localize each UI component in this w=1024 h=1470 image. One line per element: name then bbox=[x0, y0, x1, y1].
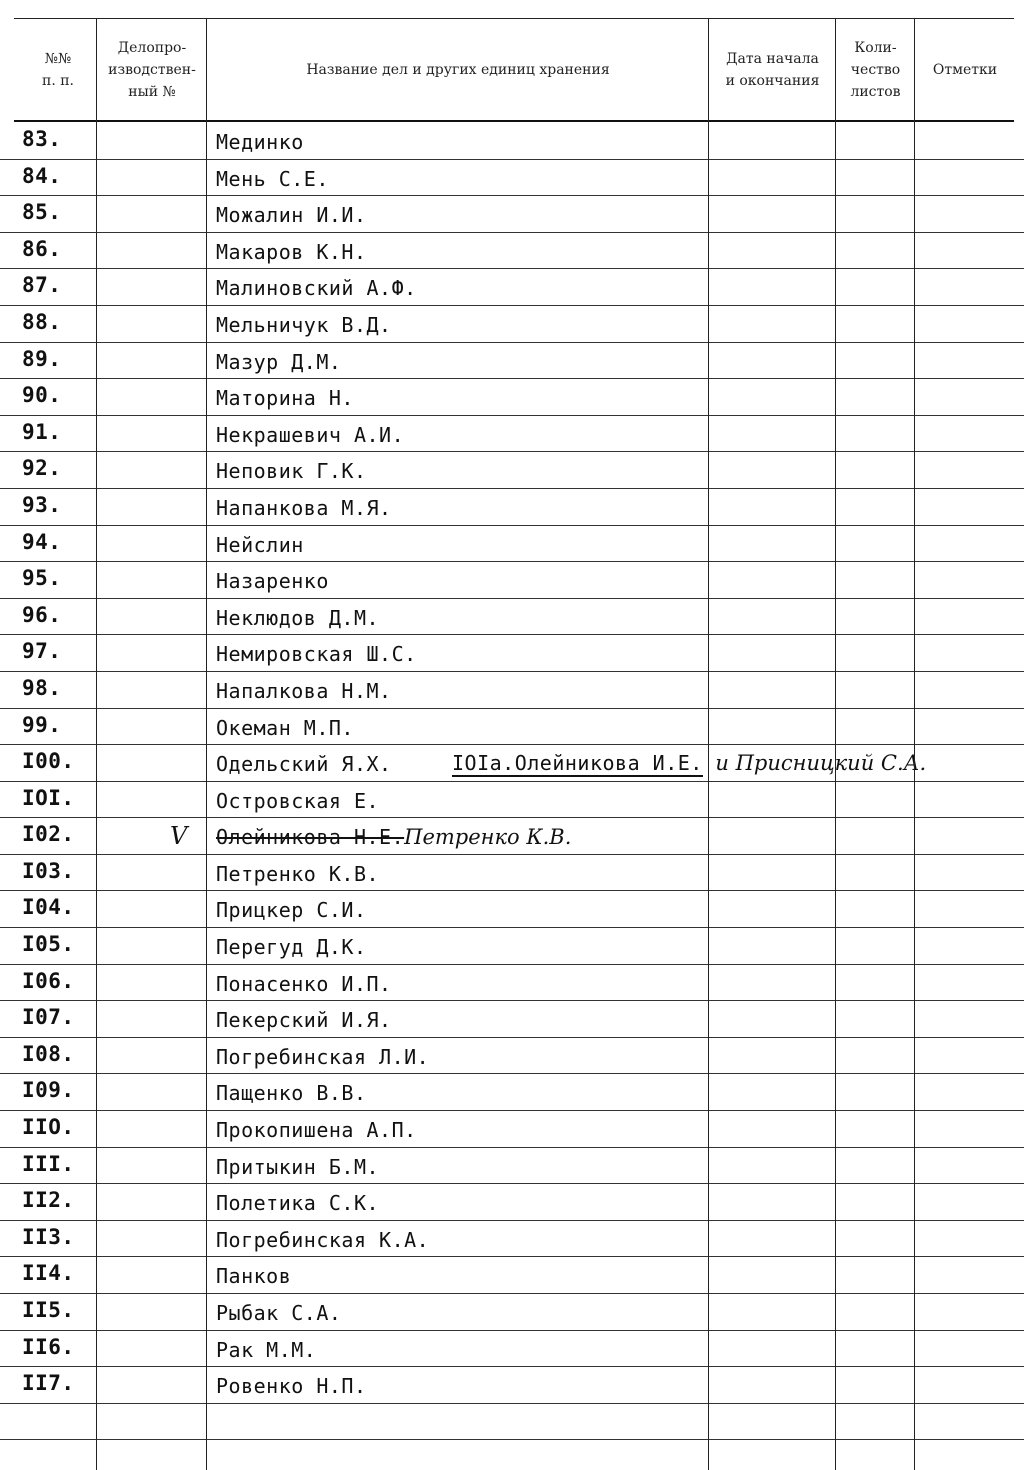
table-row bbox=[0, 891, 1024, 928]
header-office-line: ный № bbox=[128, 84, 176, 100]
row-number: I07. bbox=[22, 1005, 75, 1030]
table-row bbox=[0, 416, 1024, 453]
record-name-text: Напанкова М.Я. bbox=[216, 495, 392, 520]
addendum-typed-text: IOIa.Олейникова И.Е. bbox=[452, 751, 703, 776]
record-name-text: Рыбак С.А. bbox=[216, 1301, 342, 1325]
header-dates-line: Дата начала bbox=[726, 51, 819, 67]
record-name bbox=[216, 130, 706, 154]
table-row bbox=[0, 672, 1024, 709]
row-number: I00. bbox=[22, 749, 75, 774]
record-name bbox=[216, 1008, 706, 1032]
table-row bbox=[0, 343, 1024, 380]
record-name-text: Неклюдов Д.М. bbox=[216, 605, 380, 630]
row-number: III. bbox=[22, 1151, 75, 1176]
column-divider bbox=[206, 18, 207, 1470]
record-name-text: Мединко bbox=[216, 130, 304, 154]
record-name-text: Петренко К.В. bbox=[216, 861, 380, 886]
table-row bbox=[0, 160, 1024, 197]
header-number bbox=[20, 22, 96, 118]
column-divider bbox=[914, 18, 915, 1470]
table-row bbox=[0, 123, 1024, 160]
record-addendum bbox=[452, 751, 926, 775]
record-name bbox=[216, 679, 706, 703]
record-name bbox=[216, 1191, 706, 1215]
header-notes bbox=[916, 22, 1014, 118]
row-number: 89. bbox=[22, 346, 62, 371]
record-name bbox=[216, 1118, 706, 1142]
row-number: 88. bbox=[22, 309, 62, 334]
table-row bbox=[0, 452, 1024, 489]
row-number: 96. bbox=[22, 602, 62, 627]
record-name-text: Понасенко И.П. bbox=[216, 971, 392, 996]
handwritten-correction: Петренко К.В. bbox=[404, 825, 572, 850]
row-number: 99. bbox=[22, 712, 62, 737]
record-name bbox=[216, 898, 706, 922]
header-dates bbox=[710, 22, 835, 118]
table-row bbox=[0, 196, 1024, 233]
header-notes-text: Отметки bbox=[932, 62, 998, 78]
record-name-text: Панков bbox=[216, 1264, 292, 1289]
record-name-text: Малиновский А.Ф. bbox=[216, 276, 417, 301]
record-name-text: Олейникова Н.Е. bbox=[216, 825, 405, 850]
record-name-text: Неповик Г.К. bbox=[216, 459, 367, 484]
table-row bbox=[0, 1367, 1024, 1404]
row-number: 94. bbox=[22, 529, 62, 554]
record-name bbox=[216, 1264, 706, 1288]
table-row bbox=[0, 965, 1024, 1002]
record-name-text: Можалин И.И. bbox=[216, 203, 367, 228]
inventory-rows bbox=[0, 123, 1024, 1440]
record-name-text: Островская Е. bbox=[216, 788, 380, 813]
header-number-line: п. п. bbox=[41, 73, 74, 89]
header-sheets-line: Коли- bbox=[854, 40, 897, 56]
record-name-text: Прокопишена А.П. bbox=[216, 1118, 417, 1143]
table-row bbox=[0, 709, 1024, 746]
row-number: IOI. bbox=[22, 785, 75, 810]
header-dates-line: и окончания bbox=[725, 73, 820, 89]
table-row bbox=[0, 782, 1024, 819]
table-row bbox=[0, 1331, 1024, 1368]
record-name-text: Пекерский И.Я. bbox=[216, 1008, 392, 1033]
record-name-text: Одельский Я.Х. bbox=[216, 752, 392, 777]
table-row bbox=[0, 1038, 1024, 1075]
column-divider bbox=[96, 18, 97, 1470]
record-name-text: Мазур Д.М. bbox=[216, 349, 342, 374]
header-title-text: Название дел и других единиц хранения bbox=[306, 62, 610, 78]
header-sheets-line: чество bbox=[850, 62, 901, 78]
header-office-number bbox=[98, 22, 206, 118]
record-name bbox=[216, 1045, 706, 1069]
record-name bbox=[216, 1338, 706, 1362]
record-name bbox=[216, 1228, 706, 1252]
row-number: 84. bbox=[22, 163, 62, 188]
record-name bbox=[216, 1155, 706, 1179]
table-row bbox=[0, 562, 1024, 599]
record-name-text: Немировская Ш.С. bbox=[216, 642, 417, 667]
record-name bbox=[216, 789, 706, 813]
header-office-line: Делопро- bbox=[117, 40, 187, 56]
row-number: 83. bbox=[22, 127, 62, 151]
record-name bbox=[216, 240, 706, 264]
table-row bbox=[0, 1148, 1024, 1185]
table-row bbox=[0, 1404, 1024, 1441]
record-name-text: Рак М.М. bbox=[216, 1337, 317, 1362]
table-row bbox=[0, 1257, 1024, 1294]
header-sheets bbox=[837, 22, 914, 118]
row-number: II2. bbox=[22, 1188, 75, 1213]
record-name bbox=[216, 1301, 706, 1325]
row-number: 93. bbox=[22, 492, 62, 517]
table-row bbox=[0, 1111, 1024, 1148]
record-name-text: Погребинская К.А. bbox=[216, 1227, 430, 1252]
addendum-handwritten-text: и Присницкий С.А. bbox=[715, 751, 927, 776]
record-name bbox=[216, 825, 706, 849]
record-name-text: Нейслин bbox=[216, 532, 304, 557]
spacer bbox=[703, 751, 716, 775]
record-name bbox=[216, 496, 706, 520]
row-number: 98. bbox=[22, 675, 62, 700]
column-divider bbox=[708, 18, 709, 1470]
record-name-text: Назаренко bbox=[216, 569, 329, 594]
row-number: I05. bbox=[22, 932, 75, 957]
table-row bbox=[0, 855, 1024, 892]
row-number: I06. bbox=[22, 968, 75, 993]
table-row bbox=[0, 1221, 1024, 1258]
table-row bbox=[0, 233, 1024, 270]
row-number: II3. bbox=[22, 1224, 75, 1249]
row-number: II4. bbox=[22, 1261, 75, 1286]
table-row bbox=[0, 635, 1024, 672]
row-number: I04. bbox=[22, 895, 75, 920]
record-name-text: Макаров К.Н. bbox=[216, 239, 367, 264]
record-name-text: Перегуд Д.К. bbox=[216, 935, 367, 960]
record-name bbox=[216, 167, 706, 191]
row-number: 85. bbox=[22, 200, 62, 225]
table-row bbox=[0, 599, 1024, 636]
record-name-text: Маторина Н. bbox=[216, 386, 354, 411]
record-name bbox=[216, 1374, 706, 1398]
record-name-text: Ровенко Н.П. bbox=[216, 1374, 367, 1399]
record-name bbox=[216, 350, 706, 374]
header-title bbox=[208, 22, 708, 118]
table-row bbox=[0, 526, 1024, 563]
row-number: 90. bbox=[22, 383, 62, 408]
header-bottom-border bbox=[14, 120, 1014, 122]
row-number: II6. bbox=[22, 1334, 75, 1359]
row-number: 87. bbox=[22, 273, 62, 298]
table-row bbox=[0, 1294, 1024, 1331]
row-number: I08. bbox=[22, 1041, 75, 1066]
record-name bbox=[216, 386, 706, 410]
record-name bbox=[216, 1081, 706, 1105]
table-row bbox=[0, 489, 1024, 526]
record-name-text: Некрашевич А.И. bbox=[216, 422, 405, 447]
record-name bbox=[216, 972, 706, 996]
header-sheets-line: листов bbox=[850, 84, 901, 100]
table-row bbox=[0, 1074, 1024, 1111]
row-number: 92. bbox=[22, 456, 62, 481]
record-name bbox=[216, 533, 706, 557]
row-number: I09. bbox=[22, 1078, 75, 1103]
record-name bbox=[216, 606, 706, 630]
row-number: I03. bbox=[22, 858, 75, 883]
record-name-text: Прицкер С.И. bbox=[216, 898, 367, 923]
record-name-text: Притыкин Б.М. bbox=[216, 1154, 380, 1179]
record-name bbox=[216, 935, 706, 959]
row-number: 91. bbox=[22, 419, 62, 444]
table-top-border bbox=[14, 18, 1014, 19]
record-name bbox=[216, 569, 706, 593]
column-divider bbox=[835, 18, 836, 1470]
table-row bbox=[0, 745, 1024, 782]
record-name bbox=[216, 423, 706, 447]
table-row bbox=[0, 379, 1024, 416]
record-name-text: Пащенко В.В. bbox=[216, 1081, 367, 1106]
record-name-text: Напалкова Н.М. bbox=[216, 678, 392, 703]
row-number: 97. bbox=[22, 639, 62, 664]
row-number: 86. bbox=[22, 236, 62, 261]
record-name bbox=[216, 716, 706, 740]
table-row bbox=[0, 818, 1024, 855]
record-name bbox=[216, 862, 706, 886]
header-office-line: изводствен- bbox=[108, 62, 196, 78]
record-name-text: Полетика С.К. bbox=[216, 1191, 380, 1216]
row-number: II5. bbox=[22, 1298, 75, 1322]
check-mark: V bbox=[170, 822, 188, 851]
row-number: IIO. bbox=[22, 1115, 75, 1140]
row-number: I02. bbox=[22, 822, 75, 847]
record-name bbox=[216, 276, 706, 300]
row-number: 95. bbox=[22, 566, 62, 591]
record-name bbox=[216, 642, 706, 666]
table-row bbox=[0, 928, 1024, 965]
record-name bbox=[216, 313, 706, 337]
record-name bbox=[216, 203, 706, 227]
row-number: II7. bbox=[22, 1371, 75, 1396]
record-name-text: Мень С.Е. bbox=[216, 166, 329, 191]
table-row bbox=[0, 306, 1024, 343]
record-name-text: Океман М.П. bbox=[216, 715, 354, 740]
header-number-line: №№ bbox=[44, 51, 72, 67]
table-row bbox=[0, 1184, 1024, 1221]
table-row bbox=[0, 269, 1024, 306]
table-row bbox=[0, 1001, 1024, 1038]
record-name-text: Мельничук В.Д. bbox=[216, 312, 392, 337]
record-name-text: Погребинская Л.И. bbox=[216, 1044, 430, 1069]
record-name bbox=[216, 459, 706, 483]
